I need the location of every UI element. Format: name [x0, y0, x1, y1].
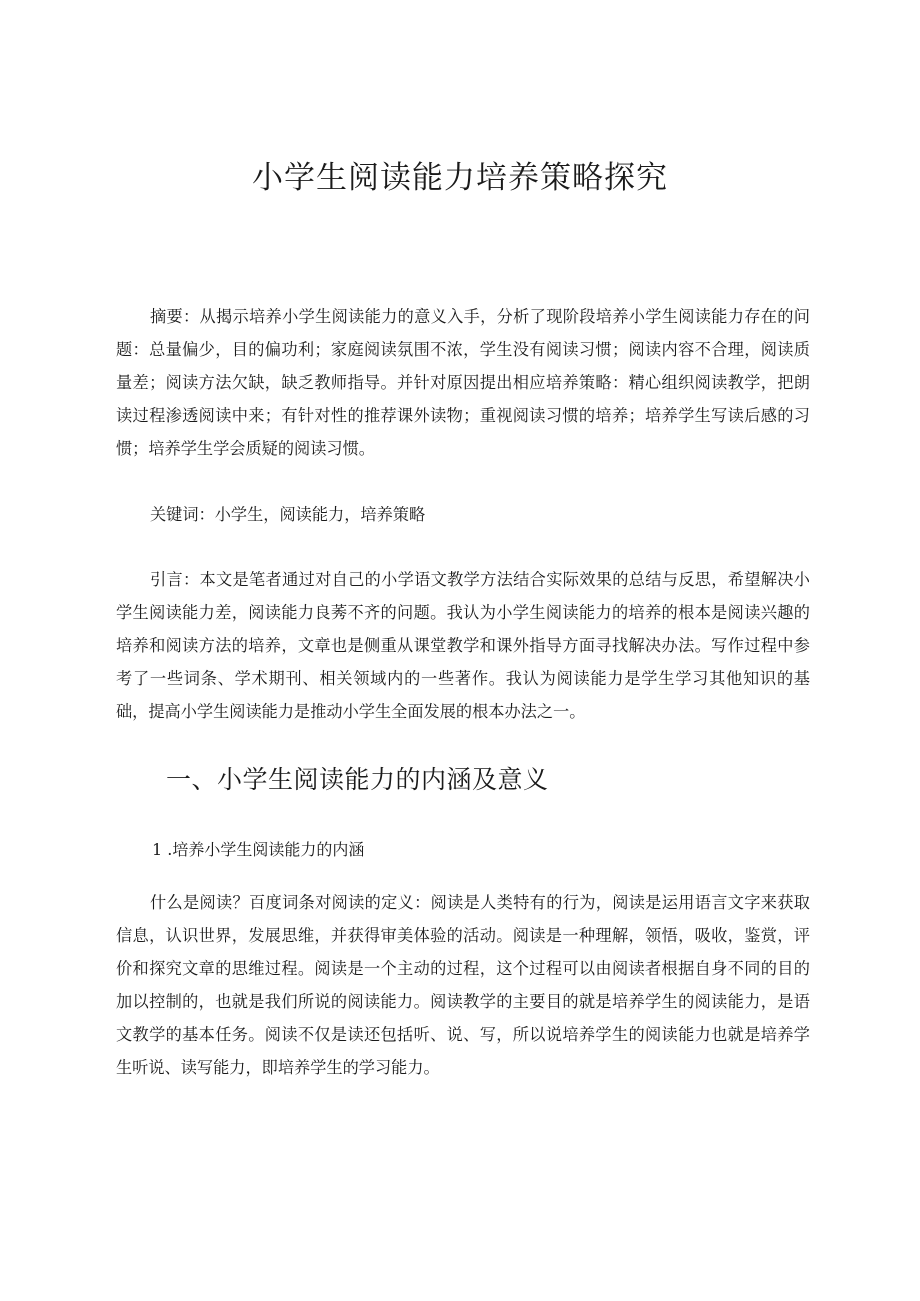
- abstract-paragraph: 摘要：从揭示培养小学生阅读能力的意义入手，分析了现阶段培养小学生阅读能力存在的问题：总量偏少，目的偏功利；家庭阅读氛围不浓，学生没有阅读习惯；阅读内容不合理，阅读质量差；阅读方法欠缺，缺乏教师指导。并针对原因提出相应培养策略：精心组织阅读教学，把朗读过程渗透阅读中来；有针对性的推荐课外读物；重视阅读习惯的培养；培养学生写读后感的习惯；培养学生学会质疑的阅读习惯。: [116, 307, 810, 458]
- introduction-paragraph: 引言：本文是笔者通过对自己的小学语文教学方法结合实际效果的总结与反思，希望解决小学生阅读能力差，阅读能力良莠不齐的问题。我认为小学生阅读能力的培养的根本是阅读兴趣的培养和阅读方法的培养，文章也是侧重从课堂教学和课外指导方面寻找解决办法。写作过程中参考了一些词条、学术期刊、相关领域内的一些著作。我认为阅读能力是学生学习其他知识的基础，提高小学生阅读能力是推动小学生全面发展的根本办法之一。: [116, 570, 810, 721]
- section-1-heading: 一、小学生阅读能力的内涵及意义: [166, 765, 549, 794]
- keywords-paragraph: 关键词：小学生，阅读能力，培养策略: [150, 505, 426, 524]
- subsection-1-heading: 1 .培养小学生阅读能力的内涵: [152, 840, 365, 859]
- subsection-1-body: 什么是阅读？百度词条对阅读的定义：阅读是人类特有的行为，阅读是运用语言文字来获取信息，认识世界，发展思维，并获得审美体验的活动。阅读是一种理解，领悟，吸收，鉴赏，评价和探究文章的思维过程。阅读是一个主动的过程，这个过程可以由阅读者根据自身不同的目的加以控制的，也就是我们所说的阅读能力。阅读教学的主要目的就是培养学生的阅读能力，是语文教学的基本任务。阅读不仅是读还包括听、说、写，所以说培养学生的阅读能力也就是培养学生听说、读写能力，即培养学生的学习能力。: [116, 893, 810, 1077]
- document-title: 小学生阅读能力培养策略探究: [252, 160, 668, 196]
